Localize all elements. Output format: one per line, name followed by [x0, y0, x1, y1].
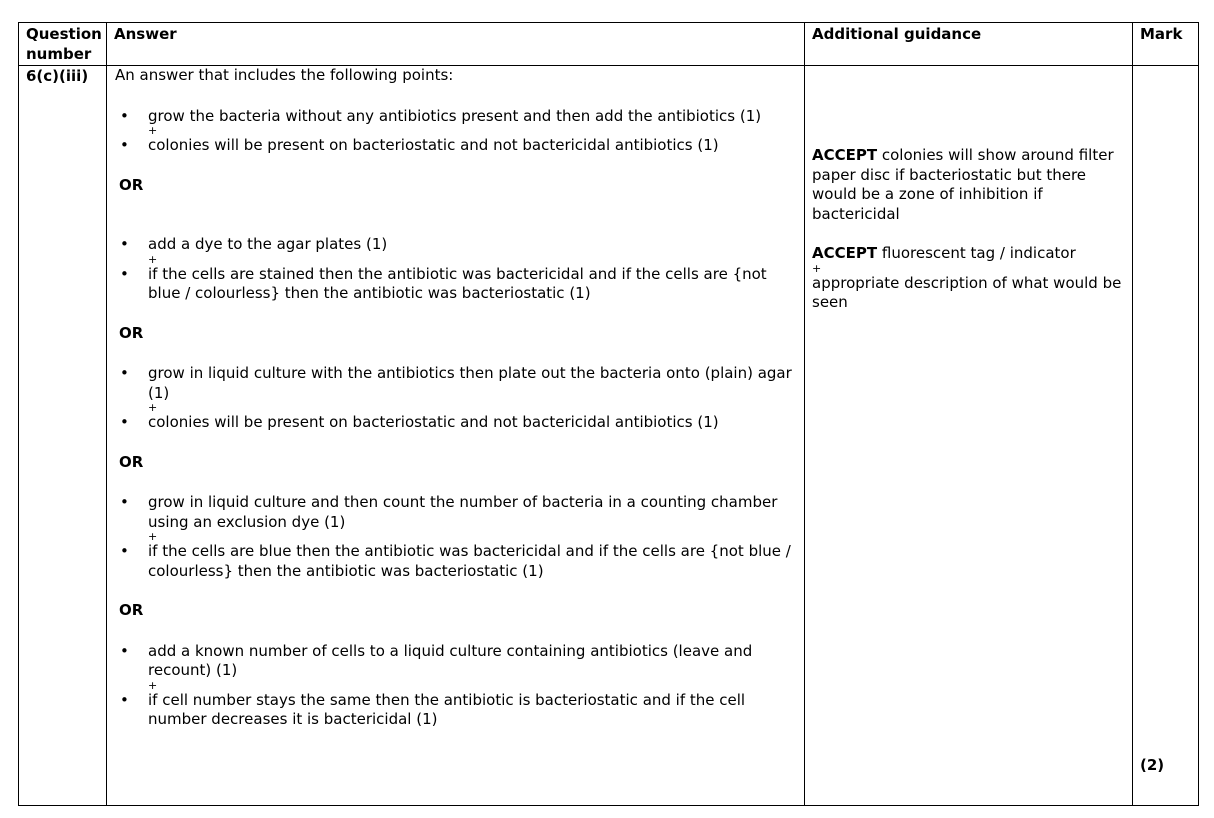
accept-keyword: ACCEPT	[812, 146, 878, 164]
bullet-point: • colonies will be present on bacteriostatic and not bactericidal antibiotics (1)	[120, 413, 719, 431]
bullet-icon: •	[120, 641, 129, 660]
bullet-point: • colonies will be present on bacteriostatic and not bactericidal antibiotics (1)	[120, 136, 719, 154]
or-separator: OR	[119, 601, 144, 619]
plus-sign: +	[148, 124, 158, 137]
bullet-icon: •	[120, 106, 129, 125]
mark-value: (2)	[1140, 756, 1165, 774]
answer-cell	[107, 66, 805, 806]
bullet-point: • add a dye to the agar plates (1)	[120, 235, 388, 253]
bullet-point: • if cell number stays the same then the antibiotic is bacteriostatic and if the cell number decreases it is bactericidal (1)	[120, 690, 746, 728]
plus-sign: +	[148, 252, 158, 266]
question-number: 6(c)(iii)	[19, 66, 107, 806]
mark-scheme-table	[18, 22, 1199, 806]
bullet-point: • grow in liquid culture with the antibiotics then plate out the bacteria onto (plain) agar (1)	[120, 364, 792, 402]
bullet-icon: •	[120, 264, 129, 283]
answer-row	[19, 66, 1199, 806]
guidance-note-1	[812, 146, 1127, 224]
plus-sign: +	[148, 678, 158, 692]
plus-sign: +	[148, 401, 158, 414]
guidance-text: appropriate description of what would be seen	[812, 273, 1122, 311]
accept-keyword: ACCEPT	[812, 244, 878, 262]
bullet-point: • grow the bacteria without any antibiotics present and then add the antibiotics (1)	[120, 106, 762, 125]
or-separator: OR	[119, 323, 144, 342]
header-row	[19, 23, 1199, 66]
bullet-point: • grow in liquid culture and then count the number of bacteria in a counting chamber using an exclusion dye (1)	[120, 493, 778, 531]
bullet-icon: •	[120, 690, 129, 709]
bullet-point: • add a known number of cells to a liquid culture containing antibiotics (leave and recount) (1)	[120, 641, 753, 679]
bullet-icon: •	[120, 235, 129, 253]
bullet-icon: •	[120, 136, 129, 154]
guidance-note-2	[812, 244, 1127, 313]
guidance-text: fluorescent tag / indicator	[877, 244, 1076, 262]
header-mark: Mark	[1133, 23, 1199, 66]
bullet-icon: •	[120, 364, 129, 382]
header-answer: Answer	[107, 23, 805, 66]
bullet-icon: •	[120, 493, 129, 511]
plus-sign: +	[148, 530, 158, 543]
header-additional-guidance: Additional guidance	[805, 23, 1133, 66]
guidance-cell	[805, 66, 1133, 806]
or-separator: OR	[119, 452, 144, 471]
bullet-point: • if the cells are blue then the antibiotic was bactericidal and if the cells are {not blue / colourless} then the antibiotic was bacteriostatic (1)	[120, 542, 791, 580]
bullet-point: • if the cells are stained then the antibiotic was bactericidal and if the cells are {not blue / colourless} then the antibiotic was bacteriostatic (1)	[120, 264, 767, 302]
mark-cell	[1133, 66, 1199, 806]
plus-sign: +	[812, 261, 822, 275]
or-separator: OR	[119, 175, 144, 194]
bullet-icon: •	[120, 542, 129, 560]
bullet-icon: •	[120, 413, 129, 431]
header-question-number: Question number	[19, 23, 107, 66]
answer-intro: An answer that includes the following points:	[115, 66, 454, 84]
guidance-text: colonies will show around filter paper disc if bacteriostatic but there would be a zone of inhibition if bactericidal	[812, 146, 1114, 223]
